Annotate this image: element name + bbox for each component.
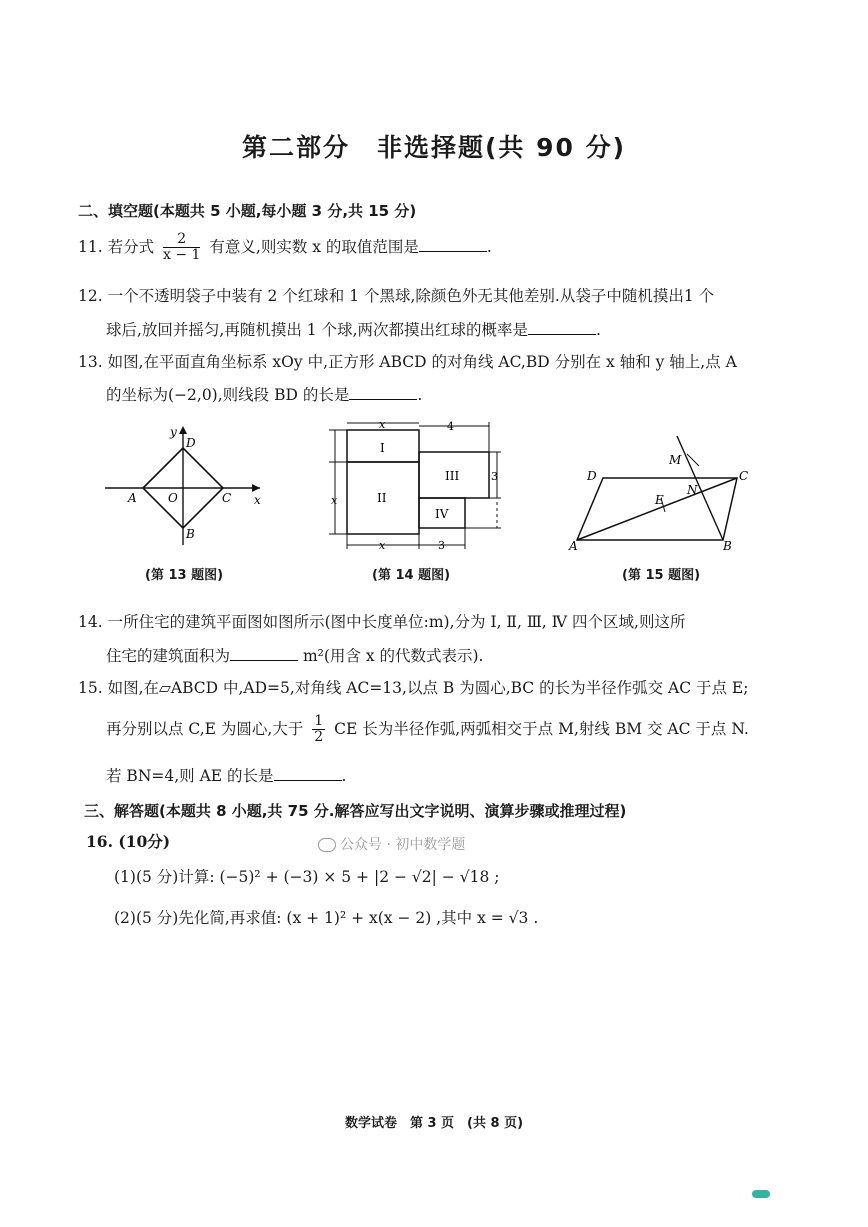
q15-line3-text: 若 BN=4,则 AE 的长是: [106, 767, 274, 785]
q12-line2: 球后,放回并摇匀,再随机摸出 1 个球,两次都摸出红球的概率是 .: [106, 321, 601, 339]
fig14-label-bottom-3: 3: [438, 539, 445, 552]
fig14-caption: (第 14 题图): [372, 568, 451, 583]
fig15-ray-BM: [677, 436, 723, 540]
page-footer: 数学试卷 第 3 页 (共 8 页): [344, 1116, 524, 1131]
q13-line1: 13. 如图,在平面直角坐标系 xOy 中,正方形 ABCD 的对角线 AC,BD 分别在 x 轴和 y 轴上,点 A: [78, 353, 737, 371]
q13-answer-blank[interactable]: [349, 385, 417, 400]
q12-answer-blank[interactable]: [528, 320, 596, 335]
corner-mark-icon: [752, 1190, 770, 1198]
page-title: 第二部分 非选择题(共 90 分): [241, 133, 627, 162]
section-fill-in-header: 二、填空题(本题共 5 小题,每小题 3 分,共 15 分): [78, 202, 417, 220]
q13-line2: 的坐标为(−2,0),则线段 BD 的长是 .: [106, 386, 423, 404]
q15-line3: 若 BN=4,则 AE 的长是 .: [106, 767, 347, 785]
q14-answer-blank[interactable]: [230, 646, 298, 661]
fig14-label-bottom-x: x: [379, 539, 386, 552]
figure-14: [325, 418, 510, 553]
fig13-caption: (第 13 题图): [145, 568, 224, 583]
fig14-label-II: II: [377, 491, 387, 505]
fig13-x-arrow: [252, 484, 260, 492]
q11-frac-den: x − 1: [163, 247, 201, 264]
fig14-label-top-x: x: [379, 418, 386, 431]
fig15-label-E: E: [655, 493, 664, 507]
fig14-label-left-x: x: [331, 494, 338, 507]
figure-15: [565, 428, 755, 553]
q14-line2-pre: 住宅的建筑面积为: [106, 647, 231, 665]
q14-line2: [106, 646, 483, 666]
fig13-label-C: C: [222, 491, 232, 505]
q15-frac-den: 2: [314, 729, 324, 746]
q11-text-post: 有意义,则实数 x 的取值范围是: [209, 237, 419, 256]
fig13-y-arrow: [179, 426, 187, 434]
question-11: 11. 若分式 $\frac{2}{x - 1}$ 有意义,则实数 x 的取值范围是 .: [78, 231, 492, 264]
watermark: [318, 834, 465, 854]
figure-13: [100, 420, 270, 550]
fig14-label-I: I: [380, 441, 385, 455]
fig15-label-D: D: [587, 469, 597, 483]
fig14-label-top-4: 4: [447, 420, 454, 433]
fig13-label-x: x: [254, 493, 261, 507]
fig14-label-IV: IV: [435, 507, 449, 521]
q16-part1: (1)(5 分)计算: (−5)² + (−3) × 5 + |2 − √2| − √18 ;: [114, 868, 500, 886]
q16-head: 16. (10分): [86, 832, 171, 851]
q15-frac-num: 1: [314, 713, 324, 729]
q16-part2: (2)(5 分)先化简,再求值: (x + 1)² + x(x − 2) ,其中 x = √3 .: [114, 909, 539, 927]
q15-answer-blank[interactable]: [274, 766, 342, 781]
fig15-label-M: M: [669, 453, 682, 467]
fig15-label-N: N: [687, 483, 698, 497]
q11-frac-num: 2: [163, 232, 200, 248]
q13-line2-text: 的坐标为(−2,0),则线段 BD 的长是: [106, 386, 350, 404]
q12-line1: 12. 一个不透明袋子中装有 2 个红球和 1 个黑球,除颜色外无其他差别.从袋子中随机摸出1 个: [78, 287, 715, 305]
fig13-label-B: B: [186, 527, 195, 541]
fig15-label-C: C: [739, 469, 749, 483]
q15-line2-pre: 再分别以点 C,E 为圆心,大于: [106, 719, 304, 738]
wechat-icon: [318, 838, 336, 852]
fig13-label-D: D: [186, 436, 196, 450]
q15-line1: 15. 如图,在▱ABCD 中,AD=5,对角线 AC=13,以点 B 为圆心,BC 的长为半径作弧交 AC 于点 E;: [78, 679, 749, 697]
fig15-label-A: A: [569, 539, 578, 553]
q11-text-pre: 11. 若分式: [78, 237, 155, 256]
fig13-label-O: O: [168, 491, 178, 505]
q15-line2: [106, 714, 749, 746]
fig13-label-A: A: [128, 491, 137, 505]
fig15-label-B: B: [723, 539, 732, 553]
q15-fraction: [312, 714, 325, 746]
watermark-text: 公众号 · 初中数学题: [340, 837, 466, 853]
q12-line2-text: 球后,放回并摇匀,再随机摸出 1 个球,两次都摸出红球的概率是: [106, 321, 528, 339]
fig14-label-III: III: [445, 469, 460, 483]
fig15-caption: (第 15 题图): [622, 568, 701, 583]
q14-line2-post: m²(用含 x 的代数式表示).: [302, 647, 484, 665]
q15-line2-post: CE 长为半径作弧,两弧相交于点 M,射线 BM 交 AC 于点 N.: [334, 719, 749, 738]
fig13-label-y: y: [170, 425, 177, 439]
q11-fraction: [163, 232, 200, 264]
q11-answer-blank[interactable]: [419, 237, 487, 252]
section-answer-header: 三、解答题(本题共 8 小题,共 75 分.解答应写出文字说明、演算步骤或推理过程): [84, 802, 627, 820]
fig15-diagonal-AC: [577, 478, 737, 540]
q14-line1: 14. 一所住宅的建筑平面图如图所示(图中长度单位:m),分为 Ⅰ, Ⅱ, Ⅲ, Ⅳ 四个区域,则这所: [78, 613, 686, 631]
fig14-label-right-3: 3: [491, 470, 498, 483]
